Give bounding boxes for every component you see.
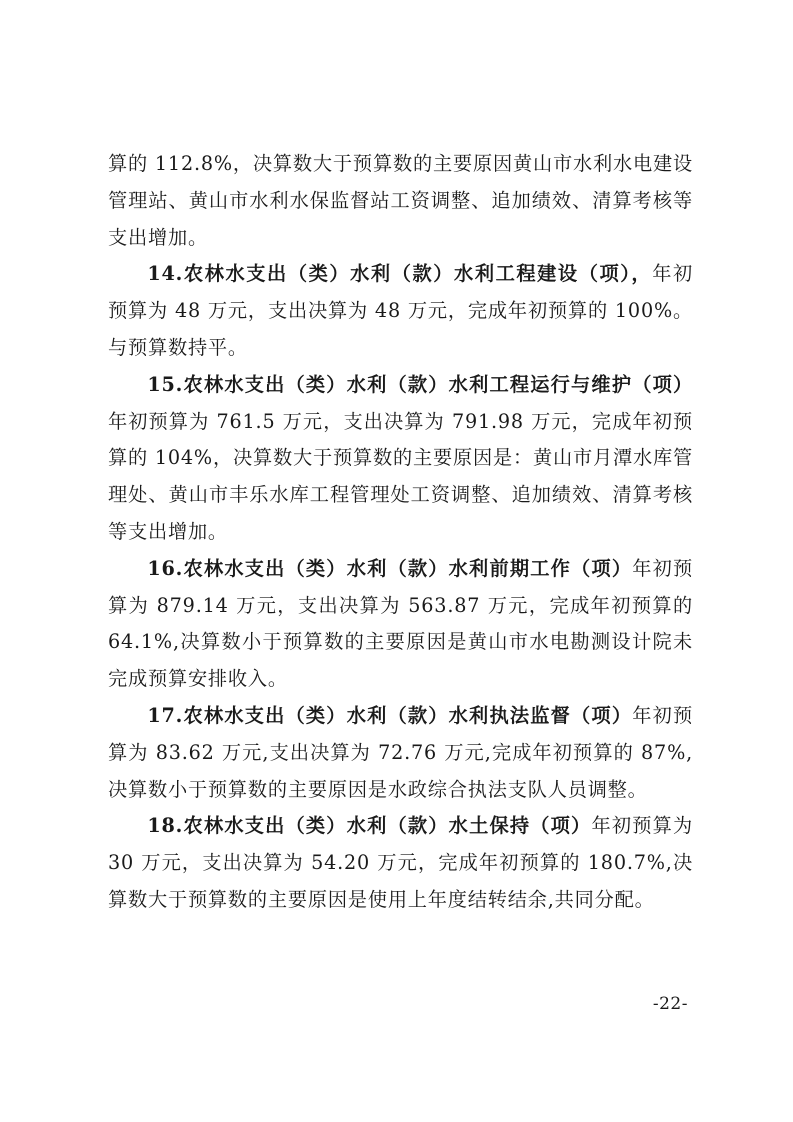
paragraph-heading: 15.农林水支出（类）水利（款）水利工程运行与维护（项） xyxy=(147,372,693,396)
paragraph-heading: 18.农林水支出（类）水利（款）水土保持（项） xyxy=(147,814,592,838)
paragraph-heading: 14.农林水支出（类）水利（款）水利工程建设（项）， xyxy=(147,262,653,286)
paragraph-heading: 17.农林水支出（类）水利（款）水利执法监督（项） xyxy=(147,703,633,727)
paragraph-heading: 16.农林水支出（类）水利（款）水利前期工作（项） xyxy=(147,556,633,580)
paragraph-17 xyxy=(108,698,693,808)
paragraph-body: 算的 112.8%，决算数大于预算数的主要原因黄山市水利水电建设管理站、黄山市水利水保监督站工资调整、追加绩效、清算考核等支出增加。 xyxy=(108,152,693,249)
document-body xyxy=(108,146,693,919)
paragraph-body: 年初预算为 83.62 万元,支出决算为 72.76 万元,完成年初预算的 87%,决算数小于预算数的主要原因是水政综合执法支队人员调整。 xyxy=(108,703,693,801)
paragraph-15 xyxy=(108,367,693,551)
paragraph-body: 年初预算为 30 万元，支出决算为 54.20 万元，完成年初预算的 180.7%,决算数大于预算数的主要原因是使用上年度结转结余,共同分配。 xyxy=(108,814,694,911)
page-number: -22- xyxy=(652,994,688,1014)
paragraph-16 xyxy=(108,551,693,698)
paragraph-body: 年初预算为 48 万元，支出决算为 48 万元，完成年初预算的 100%。与预算数持平。 xyxy=(108,262,693,359)
paragraph-14 xyxy=(108,256,693,366)
paragraph-18 xyxy=(108,808,693,918)
paragraph-body: 年初预算为 761.5 万元，支出决算为 791.98 万元，完成年初预算的 104%，决算数大于预算数的主要原因是：黄山市月潭水库管理处、黄山市丰乐水库工程管理处工资调整、追加绩效、清算考核等支出增加。 xyxy=(108,409,693,543)
paragraph-13-continued xyxy=(108,146,693,256)
paragraph-body: 年初预算为 879.14 万元，支出决算为 563.87 万元，完成年初预算的 64.1%,决算数小于预算数的主要原因是黄山市水电勘测设计院未完成预算安排收入。 xyxy=(108,556,693,691)
